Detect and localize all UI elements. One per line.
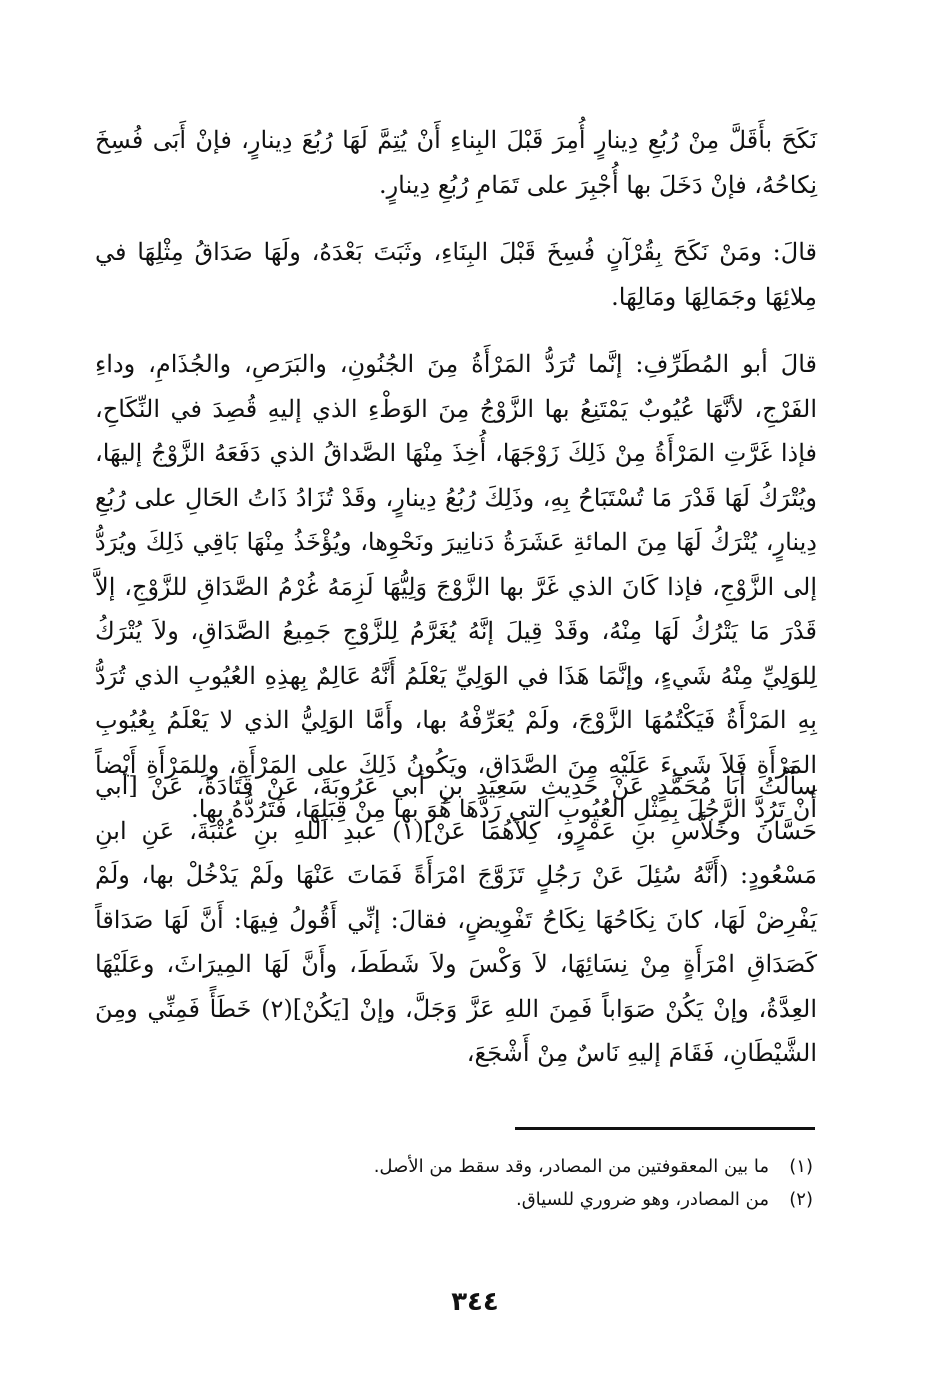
footnote-text: ما بين المعقوفتين من المصادر، وقد سقط من الأصل. bbox=[373, 1156, 769, 1177]
paragraph: سأَلْتُ أَبَا مُحَمَّدٍ عَنْ حَدِيثِ سَعِيدِ بنِ أبي عَرُوبَةَ، عَنْ قَتَادَةَ، عَنْ [أبي حَسَّانَ وخَلاَّسِ بنِ عَمْرٍو، كِلاَهُمَا عَنْ](١) عبدِ اللهِ بنِ عُتْبَةَ، عَنِ ابنِ مَسْعُودٍ: (أَنَّهُ سُئِلَ عَنْ رَجُلٍ تَزَوَّجَ امْرَأَةً فَمَاتَ عَنْهَا ولَمْ يَدْخُلْ بها، ولَمْ يَفْرِضْ لَهَا، كانَ نِكَاحُهَا نِكَاحُ تَفْوِيضٍ، فقالَ: إنِّي أَقُولُ فِيهَا: أَنَّ لَهَا صَدَاقاً كَصَدَاقِ امْرَأَةٍ مِنْ نِسَائِهَا، لاَ وَكْسَ ولاَ شَطَطَ، وأَنَّ لَهَا المِيرَاثَ، وعَلَيْهَا العِدَّةُ، وإنْ يَكُنْ صَوَاباً فَمِنَ اللهِ عَزَّ وَجَلَّ، وإنْ [يَكُنْ](٢) خَطَأً فَمِنِّي ومِنَ الشَّيْطَانِ، فَقَامَ إليهِ نَاسٌ مِنْ أَشْجَعَ، bbox=[95, 772, 818, 1067]
footnotes bbox=[95, 1150, 813, 1216]
footnote bbox=[95, 1150, 813, 1183]
page-number: ٣٤٤ bbox=[451, 1287, 499, 1317]
paragraph: نَكَحَ بأَقَلَّ مِنْ رُبُعِ دِينارٍ أُمِرَ قَبْلَ البِناءِ أَنْ يُتِمَّ لَهَا رُبُعَ دِينارٍ، فإنْ أَبَى فُسِخَ نِكاحُهُ، فإنْ دَخَلَ بها أُجْبِرَ على تَمَامِ رُبُعِ دِينارٍ. bbox=[95, 126, 817, 199]
footnote-number: (١) bbox=[789, 1156, 813, 1177]
footnote-separator bbox=[515, 1127, 815, 1130]
page-body bbox=[95, 118, 818, 1067]
footnote-number: (٢) bbox=[789, 1189, 813, 1210]
paragraph: قالَ أبو المُطَرِّفِ: إنَّما تُرَدُّ المَرْأَةُ مِنَ الجُنُونِ، والبَرَصِ، والجُذَامِ، وداءِ الفَرْجِ، لأنَّهَا عُيُوبٌ يَمْتَنِعُ بها الزَّوْجُ مِنَ الوَطْءِ الذي إليهِ قُصِدَ في النِّكَاحِ، فإذا غَرَّتِ المَرْأَةُ مِنْ ذَلِكَ زَوْجَهَا، أُخِذَ مِنْهَا الصَّداقُ الذي دَفَعَهُ الزَّوْجُ إليهَا، ويُتْرَكُ لَهَا قَدْرَ مَا تُسْتَبَاحُ بِهِ، وذَلِكَ رُبُعُ دِينارٍ، وقَدْ تُزَادُ ذَاتُ الحَالِ على رُبُعِ دِينارٍ، يُتْرَكُ لَهَا مِنَ المائةِ عَشَرَةُ دَنانِيرَ ونَحْوِها، ويُؤْخَذُ مِنْهَا بَاقِي ذَلِكَ ويُرَدُّ إلى الزَّوْجِ، فإذا كَانَ الذي غَرَّ بها الزَّوْجَ وَلِيُّهَا لَزِمَهُ غُرْمُ الصَّدَاقِ للزَّوْجِ، إلاَّ قَدْرَ مَا يَتْرُكُ لَهَا مِنْهُ، وقَدْ قِيلَ إنَّهُ يُغَرَّمُ لِلزَّوْجِ جَمِيعُ الصَّدَاقِ، ولاَ يُتْرَكُ لِلوَلِيِّ مِنْهُ شَيءٍ، وإنَّمَا هَذَا في الوَلِيِّ يَعْلَمُ أَنَّهُ عَالِمٌ بِهذِهِ العُيُوبِ الذي تُرَدُّ بِهِ المَرْأَةُ فَيَكْتُمُهَا الزَّوْجَ، ولَمْ يُعَرِّفْهُ بها، وأَمَّا الوَلِيُّ الذي لا يَعْلَمُ بِعُيُوبِ المَرْأَةِ فَلاَ شَيءَ عَلَيْهِ مِنَ الصَّدَاقِ، ويَكُونُ ذَلِكَ على المَرْأَةِ، ولِلمَرْأَةِ أَيْضاً أَنْ تَرُدَّ الرَّجُلَ بِمِثْلِ العُيُوبِ التي رَدَّهَا هُوَ بها مِنْ قِبَلِهَا، فَتَرُدُّهُ بها. bbox=[95, 350, 817, 823]
footnote bbox=[95, 1183, 813, 1216]
footnote-text: من المصادر، وهو ضروري للسياق. bbox=[515, 1189, 769, 1210]
paragraph: قالَ: ومَنْ نَكَحَ بِقُرْآنٍ فُسِخَ قَبْلَ البِنَاءِ، وثَبَتَ بَعْدَهُ، ولَهَا صَدَاقُ مِثْلِهَا في مِلائِهَا وجَمَالِهَا ومَالِهَا. bbox=[95, 238, 817, 311]
